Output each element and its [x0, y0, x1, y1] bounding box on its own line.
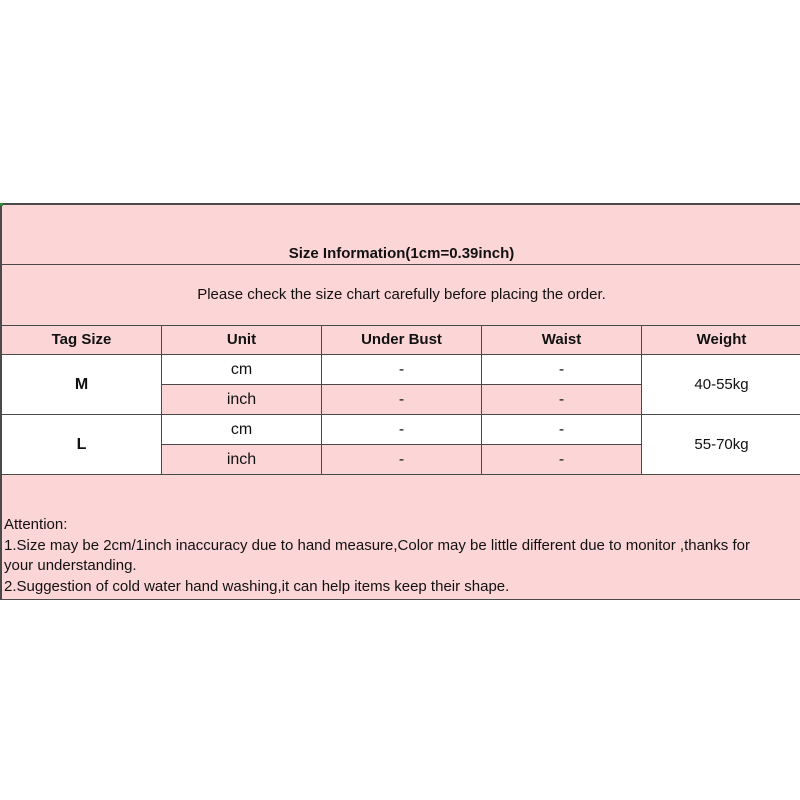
chart-title: Size Information(1cm=0.39inch): [2, 205, 800, 265]
header-weight: Weight: [642, 326, 800, 355]
size-table: [1, 204, 800, 600]
table-row: [2, 415, 800, 445]
unit-cell: cm: [162, 415, 322, 445]
attention-line-1-continued: your understanding.: [4, 557, 137, 574]
attention-notes: [2, 475, 800, 600]
header-row: [2, 326, 800, 355]
header-unit: Unit: [162, 326, 322, 355]
header-under-bust: Under Bust: [322, 326, 482, 355]
attention-heading: Attention:: [4, 516, 68, 533]
tag-size-m: M: [2, 355, 162, 415]
under-bust-cell: -: [322, 445, 482, 475]
under-bust-cell: -: [322, 385, 482, 415]
table-row: [2, 355, 800, 385]
waist-cell: -: [482, 385, 642, 415]
header-waist: Waist: [482, 326, 642, 355]
tag-size-l: L: [2, 415, 162, 475]
order-notice: Please check the size chart carefully before placing the order.: [2, 265, 800, 326]
unit-cell: inch: [162, 385, 322, 415]
weight-l: 55-70kg: [642, 415, 800, 475]
under-bust-cell: -: [322, 355, 482, 385]
corner-mark: [0, 203, 3, 206]
attention-line-2: 2.Suggestion of cold water hand washing,it can help items keep their shape.: [4, 577, 510, 595]
waist-cell: -: [482, 415, 642, 445]
attention-line-1: 1.Size may be 2cm/1inch inaccuracy due to hand measure,Color may be little different due to monitor ,thanks for: [4, 536, 750, 554]
unit-cell: inch: [162, 445, 322, 475]
unit-cell: cm: [162, 355, 322, 385]
weight-m: 40-55kg: [642, 355, 800, 415]
waist-cell: -: [482, 355, 642, 385]
size-chart: [0, 203, 800, 600]
header-tag-size: Tag Size: [2, 326, 162, 355]
waist-cell: -: [482, 445, 642, 475]
under-bust-cell: -: [322, 415, 482, 445]
